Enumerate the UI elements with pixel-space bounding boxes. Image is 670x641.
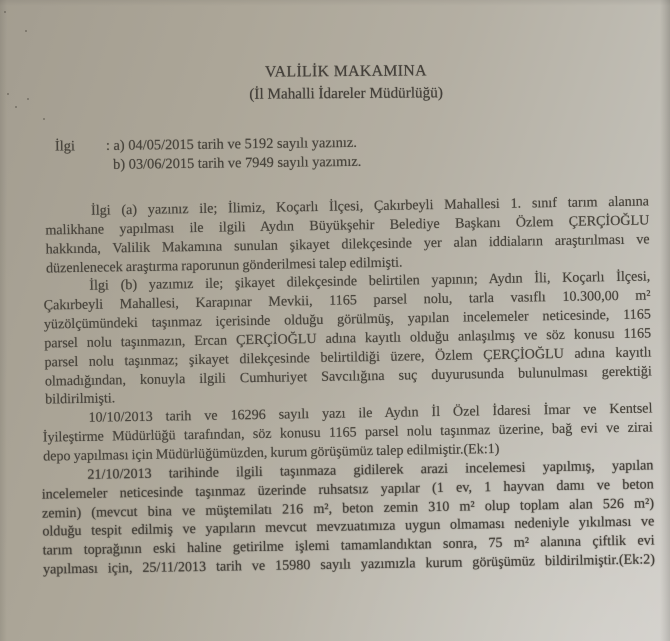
doc-line: Çakırbeyli Mahallesi, Karapınar Mevkii, 1165 parsel nolu, tarla vasıflı 10.300,00 m² bbox=[43, 287, 651, 314]
document-header bbox=[40, 60, 652, 107]
doc-line: tarım toprağının eski haline getirilme işlemi tamamlandıktan sonra, 75 m² alanına çiftlik evi bbox=[42, 532, 655, 559]
dust-speck bbox=[43, 118, 45, 120]
doc-line: 21/10/2013 tarihinde ilgili taşınmaza gidilerek arazi incelemesi yapılmış, yapılan bbox=[87, 457, 654, 483]
dust-speck bbox=[7, 93, 9, 95]
doc-line: olmadığından, konuyla ilgili Cumhuriyet Savcılığına suç duyurusunda bulunulması gerektiği bbox=[44, 363, 652, 390]
document-page bbox=[40, 62, 656, 578]
paragraph-3 bbox=[40, 400, 653, 467]
doc-line: İlgi (a) yazınız ile; İlimiz, Koçarlı İlçesi, Çakırbeyli Mahallesi 1. sınıf tarım alanına bbox=[90, 193, 650, 219]
doc-line: parsel nolu taşınmaz; şikayet dilekçesinde belirtildiği üzere, Özlem ÇERÇİOĞLU adına kayıtlı bbox=[44, 344, 652, 371]
addressee-subtitle: (İl Mahalli İdareler Müdürlüğü) bbox=[249, 84, 443, 103]
paragraph-4 bbox=[41, 456, 655, 579]
doc-line: İyileştirme Müdürlüğü tarafından, söz konusu 1165 parsel nolu taşınmaz üzerine, bağ evi ve zirai bbox=[42, 419, 653, 446]
doc-line: İlgi (b) yazımız ile; şikayet dilekçesinde belirtilen yapının; Aydın İli, Koçarlı İlçesi, bbox=[89, 268, 651, 295]
reference-items bbox=[106, 134, 362, 174]
reference-block bbox=[40, 130, 652, 174]
reference-item-a: : a) 04/05/2015 tarih ve 5192 sayılı yazınız. bbox=[105, 134, 357, 154]
paragraph-2 bbox=[38, 268, 652, 410]
dust-speck bbox=[4, 11, 6, 13]
doc-line: bildirilmişti. bbox=[45, 390, 116, 408]
paragraph-1 bbox=[37, 192, 650, 278]
doc-line: parsel nolu taşınmazın, Ercan ÇERÇİOĞLU adına kayıtlı olduğu anlaşılmış ve söz konusu 1165 bbox=[44, 325, 652, 352]
doc-line: zemin) (mevcut bina ve müştemilatı 216 m², beton zemin 310 m² olup toplam alan 526 m²) bbox=[41, 494, 655, 522]
reference-item-b: b) 03/06/2015 tarih ve 7949 sayılı yazımız. bbox=[113, 153, 362, 173]
document-body bbox=[37, 192, 655, 579]
doc-line: hakkında, Valilik Makamına sunulan şikayet dilekçesinde yer alan iddiaların araştırılması ve bbox=[45, 231, 650, 258]
doc-line: yapılması için, 25/11/2013 tarih ve 15980 sayılı yazımızla kurum görüşümüz bildirilmiştir.(Ek:2) bbox=[42, 551, 656, 578]
doc-line: malikhane yapılması ile ilgili Aydın Büyükşehir Belediye Başkanı Özlem ÇERÇİOĞLU bbox=[45, 212, 650, 239]
doc-line: olduğu tespit edilmiş ve yapıların mevcut mevzuatımıza uygun olmaması nedeniyle yıkılması ve bbox=[42, 513, 655, 540]
addressee-title: VALİLİK MAKAMINA bbox=[264, 62, 427, 81]
doc-line: düzenlenecek araştırma raporunun gönderilmesi talep edilmişti. bbox=[45, 254, 403, 276]
dust-speck bbox=[15, 106, 17, 108]
dust-speck bbox=[25, 30, 27, 32]
doc-line: 10/10/2013 tarih ve 16296 sayılı yazı ile Aydın İl Özel İdaresi İmar ve Kentsel bbox=[88, 400, 653, 427]
doc-line: incelemeler neticesinde taşınmaz üzerinde ruhsatsız yapılar (1 ev, 1 hayvan damı ve beton bbox=[41, 476, 654, 503]
doc-line: yüzölçümündeki taşınmaz içerisinde olduğu görülmüş, yapılan incelemeler neticesinde, 1165 bbox=[43, 306, 651, 333]
reference-label: İlgi bbox=[54, 138, 75, 155]
doc-line: depo yapılması için Müdürlüğümüzden, kurum görüşümüz talep edilmiştir.(Ek:1) bbox=[42, 440, 500, 465]
dust-speck bbox=[27, 98, 29, 100]
